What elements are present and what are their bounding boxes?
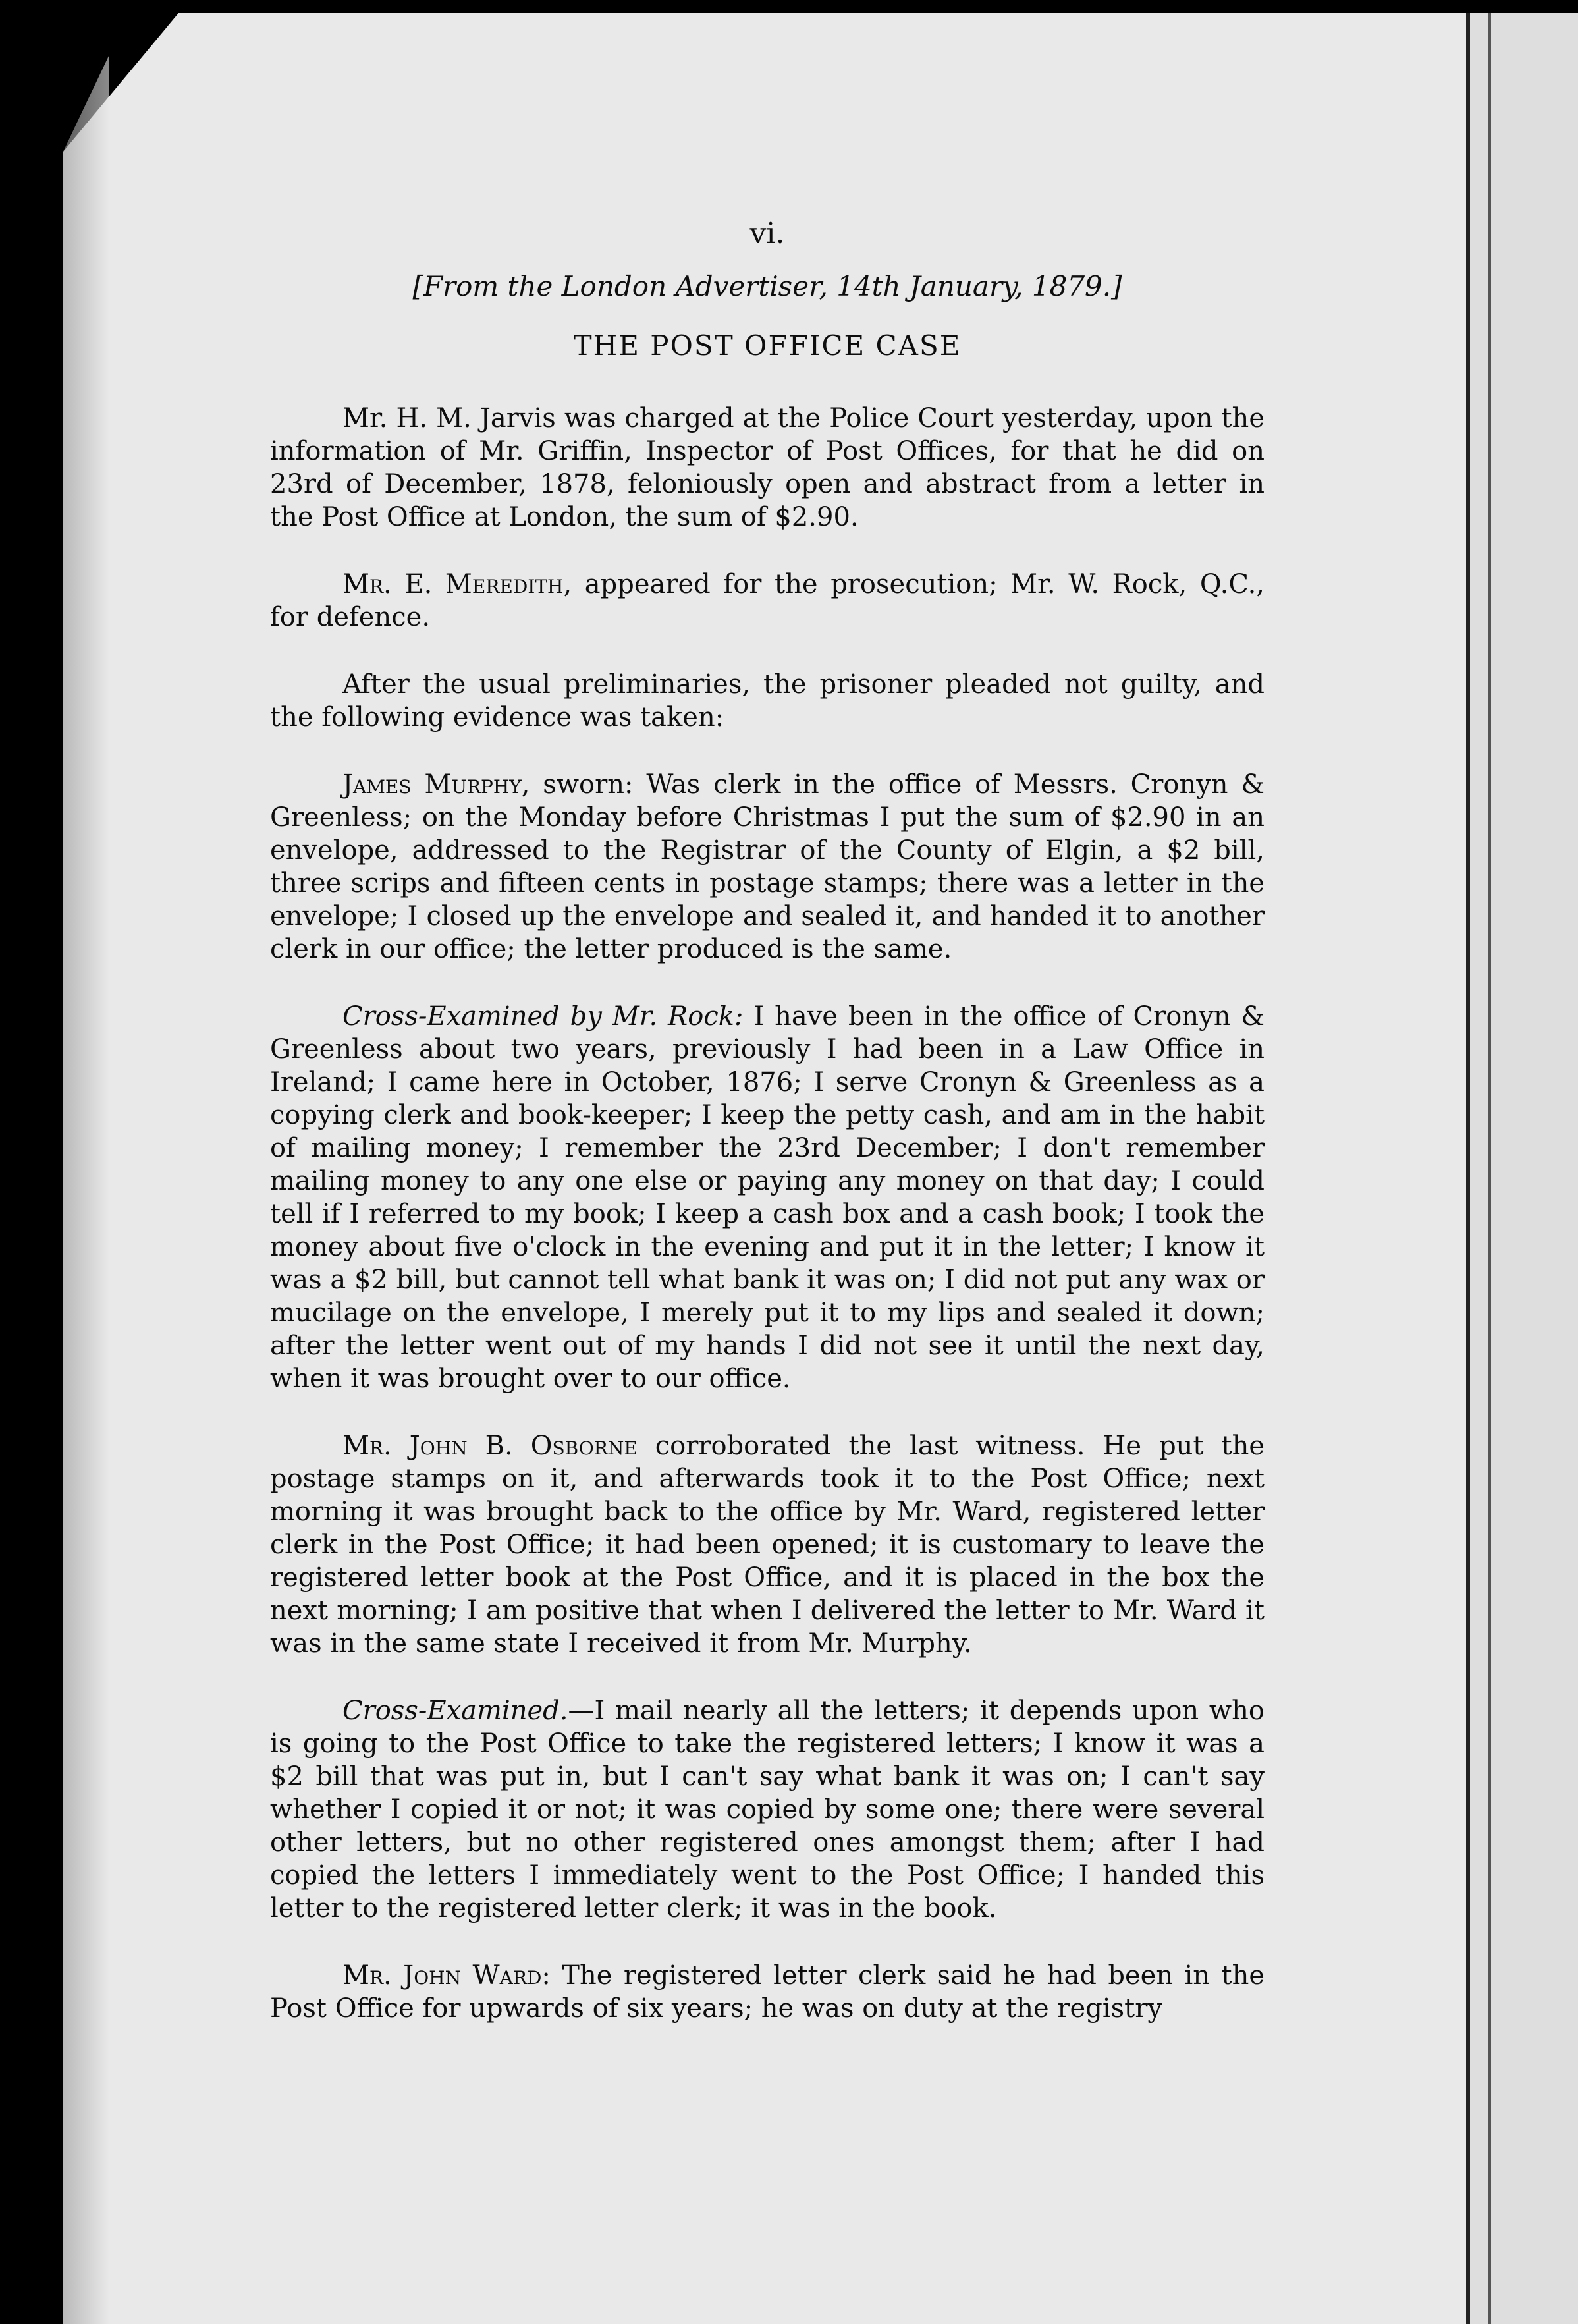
paragraph-text: I have been in the office of Cronyn & Greenless about two years, previously I had been in a Law Office in Ireland; I came here in October, 1876; I serve Cronyn & Greenless as a copying clerk and book-keeper; I keep the petty cash, and am in the habit of mailing money; I remember the 23rd December; I don't remember mailing money to any one else or paying any money on that day; I could tell if I referred to my book; I keep a cash box and a cash book; I took the money about five o'clock in the evening and put it in the letter; I know it was a $2 bill, but cannot tell what bank it was on; I did not put any wax or mucilage on the envelope, I merely put it to my lips and sealed it down; after the letter went out of my hands I did not see it until the next day, when it was brought over to our office. [270,1001,1265,1394]
page-text [270,217,1265,2059]
paragraph-ward-testimony [270,1959,1265,2025]
paragraph-lead: Mr. John B. Osborne [342,1431,638,1461]
paragraph-text: Mr. H. M. Jarvis was charged at the Police Court yesterday, upon the information of Mr. Griffin, Inspector of Post Offices, for that he did on 23rd of December, 1878, feloniously open and abstract from a letter in the Post Office at London, the sum of $2.90. [270,403,1265,532]
adjacent-page [1470,13,1578,2324]
paragraph-lead: Mr. John Ward: [342,1960,551,1991]
paragraph-text: appeared for the prosecution; Mr. W. Rock, Q.C., for defence. [270,569,1265,632]
article-title: THE POST OFFICE CASE [573,329,962,362]
source-line: [From the London Advertiser, 14th January, 1879.] [412,270,1122,302]
paragraph-osborne-cross [270,1694,1265,1925]
paragraph-murphy-testimony [270,768,1265,966]
paragraph-charge [270,402,1265,534]
paragraph-lead: Mr. E. Meredith, [342,569,572,599]
paragraph-lead: James Murphy, [342,769,530,800]
paragraph-text: sworn: Was clerk in the office of Messrs. Cronyn & Greenless; on the Monday before Christmas I put the sum of $2.90 in an envelope, addressed to the Registrar of the County of Elgin, a $2 bill, three scrips and fifteen cents in postage stamps; there was a letter in the envelope; I closed up the envelope and sealed it, and handed it to another clerk in our office; the letter produced is the same. [270,769,1265,964]
paragraph-preliminaries [270,668,1265,734]
paragraph-osborne-testimony [270,1429,1265,1660]
paragraph-murphy-cross [270,1000,1265,1395]
page-binding-shadow [63,13,109,2324]
paragraph-text: corroborated the last witness. He put the postage stamps on it, and afterwards took it to the Post Office; next morning it was brought back to the office by Mr. Ward, registered letter clerk in the Post Office; it had been opened; it is customary to leave the registered letter book at the Post Office, and it is placed in the box the next morning; I am positive that when I delivered the letter to Mr. Ward it was in the same state I received it from Mr. Murphy. [270,1431,1265,1659]
page-number: vi. [749,217,785,250]
paragraph-lead: Cross-Examined by Mr. Rock: [342,1001,744,1032]
paragraph-text: After the usual preliminaries, the prisoner pleaded not guilty, and the following evidence was taken: [270,669,1265,733]
adjacent-page-edge [1488,13,1491,2324]
paragraph-text: The registered letter clerk said he had been in the Post Office for upwards of six years; he was on duty at the registry [270,1960,1265,2024]
paragraph-lead: Cross-Examined. [342,1696,568,1726]
paragraph-counsel [270,568,1265,634]
paragraph-text: —I mail nearly all the letters; it depends upon who is going to the Post Office to take the registered letters; I know it was a $2 bill that was put in, but I can't say what bank it was on; I can't say whether I copied it or not; it was copied by some one; there were several other letters, but no other registered ones amongst them; after I had copied the letters I immediately went to the Post Office; I handed this letter to the registered letter clerk; it was in the book. [270,1696,1265,1923]
